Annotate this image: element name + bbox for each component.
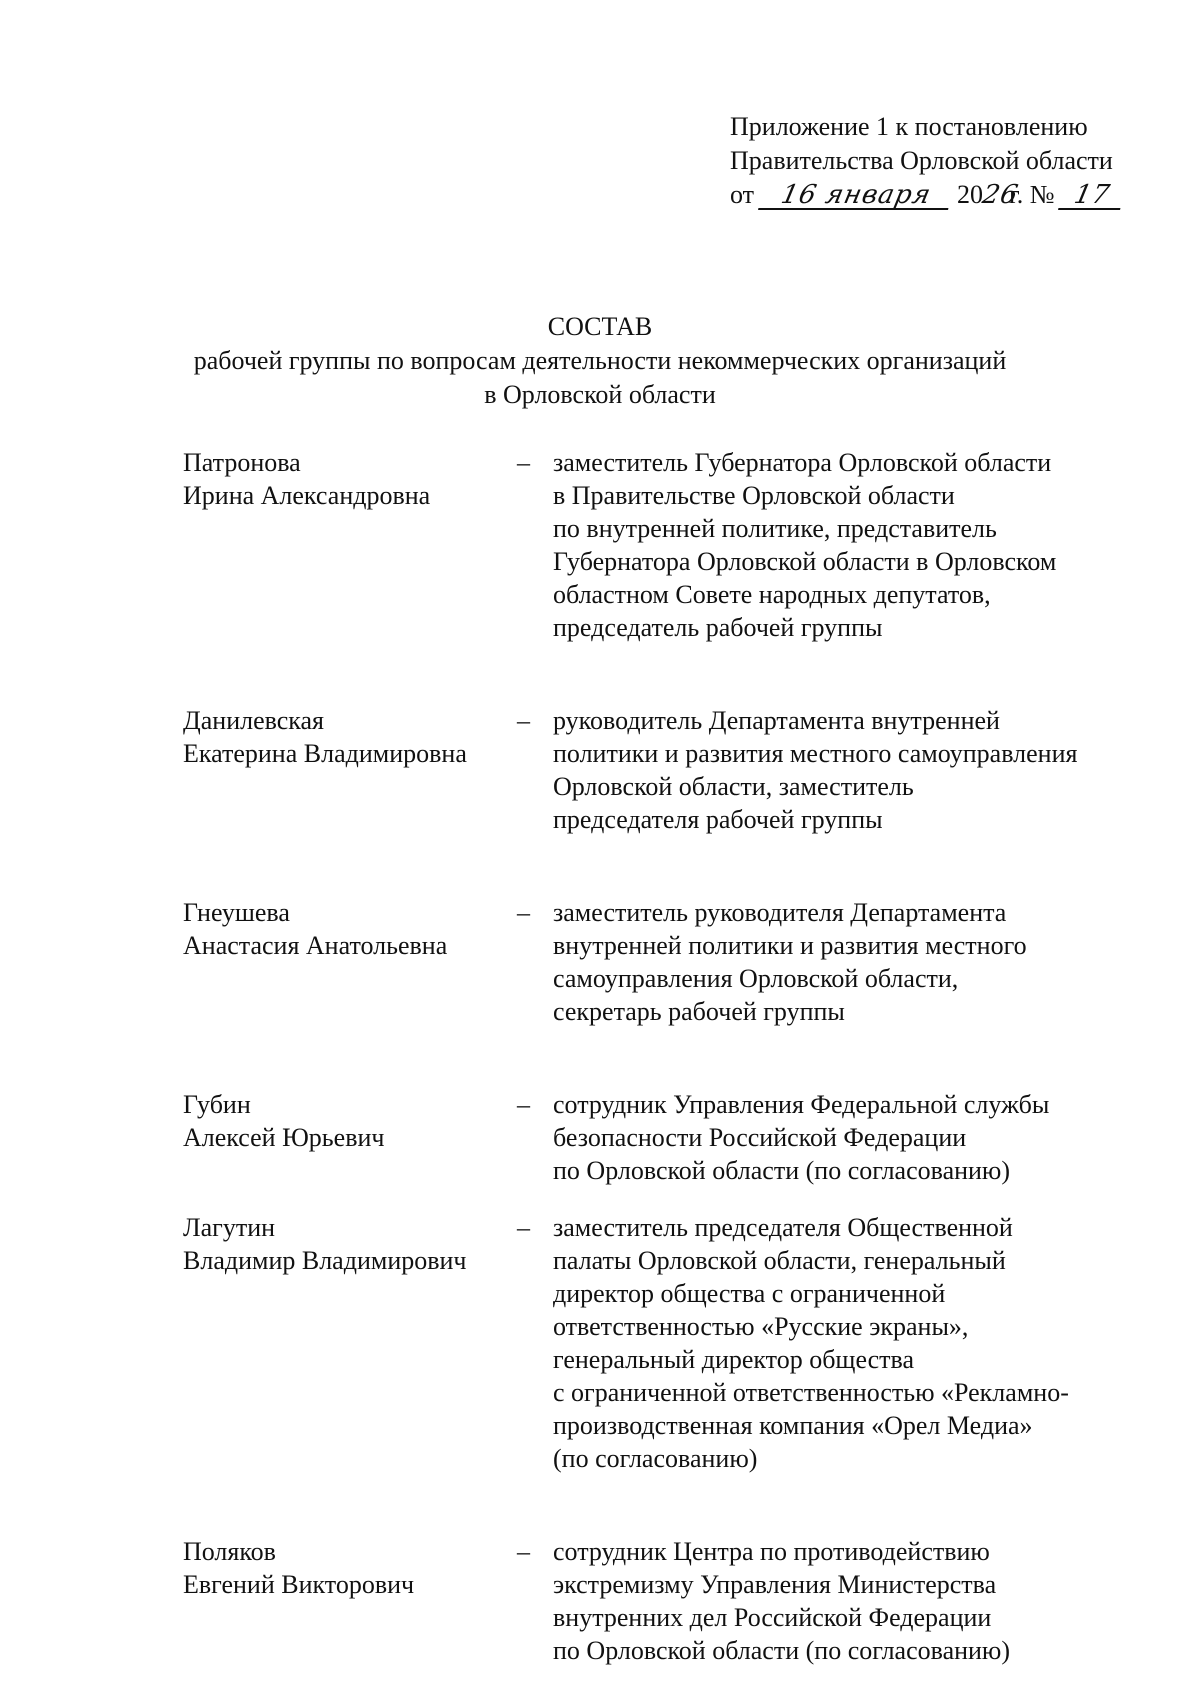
member-name xyxy=(183,1535,517,1601)
member-description-line: директор общества с ограниченной xyxy=(553,1279,946,1308)
member-description-line: по Орловской области (по согласованию) xyxy=(553,1156,1011,1185)
member-description-line: заместитель Губернатора Орловской области xyxy=(553,448,1052,477)
document-title xyxy=(100,310,1100,412)
member-given-name: Анастасия Анатольевна xyxy=(183,931,448,960)
members-list xyxy=(183,446,1153,1667)
appendix-line-2: Правительства Орловской области xyxy=(730,146,1113,175)
member-description xyxy=(553,1535,1153,1667)
member-description-line: сотрудник Центра по противодействию xyxy=(553,1537,990,1566)
year-prefix: 20 xyxy=(957,180,984,209)
member-description-line: по Орловской области (по согласованию) xyxy=(553,1636,1011,1665)
member-description-line: (по согласованию) xyxy=(553,1444,758,1473)
member-entry xyxy=(183,1211,1153,1475)
member-description-line: безопасности Российской Федерации xyxy=(553,1123,967,1152)
member-surname: Патронова xyxy=(183,448,301,477)
member-description-line: заместитель председателя Общественной xyxy=(553,1213,1013,1242)
member-name xyxy=(183,1088,517,1154)
member-description xyxy=(553,1088,1153,1187)
appendix-line-1: Приложение 1 к постановлению xyxy=(730,112,1088,141)
member-given-name: Владимир Владимирович xyxy=(183,1246,467,1275)
member-name xyxy=(183,446,517,512)
member-dash: – xyxy=(517,898,530,927)
title-heading: СОСТАВ xyxy=(547,312,653,341)
member-description-line: самоуправления Орловской области, xyxy=(553,964,959,993)
handwritten-year: 26 xyxy=(979,180,1022,210)
member-description-line: внутренних дел Российской Федерации xyxy=(553,1603,992,1632)
title-line-2: рабочей группы по вопросам деятельности некоммерческих организаций xyxy=(193,346,1007,375)
member-given-name: Евгений Викторович xyxy=(183,1570,415,1599)
member-name xyxy=(183,896,517,962)
handwritten-number: 17 xyxy=(1058,182,1126,210)
member-dash: – xyxy=(517,448,530,477)
member-description-line: Губернатора Орловской области в Орловском xyxy=(553,547,1057,576)
date-prefix: от xyxy=(730,180,755,209)
member-description-line: секретарь рабочей группы xyxy=(553,997,845,1026)
member-given-name: Ирина Александровна xyxy=(183,481,431,510)
member-entry xyxy=(183,1535,1153,1667)
member-name xyxy=(183,704,517,770)
member-entry xyxy=(183,1088,1153,1187)
year-suffix: г. № xyxy=(1009,180,1055,209)
member-description-line: по внутренней политике, представитель xyxy=(553,514,997,543)
member-surname: Лагутин xyxy=(183,1213,276,1242)
member-description-line: генеральный директор общества xyxy=(553,1345,915,1374)
member-surname: Губин xyxy=(183,1090,251,1119)
member-surname: Гнеушева xyxy=(183,898,290,927)
member-description-line: в Правительстве Орловской области xyxy=(553,481,955,510)
member-description-line: сотрудник Управления Федеральной службы xyxy=(553,1090,1050,1119)
member-description-line: экстремизму Управления Министерства xyxy=(553,1570,997,1599)
member-entry xyxy=(183,704,1153,836)
member-dash: – xyxy=(517,1537,530,1566)
member-description-line: заместитель руководителя Департамента xyxy=(553,898,1007,927)
member-description-line: политики и развития местного самоуправления xyxy=(553,739,1078,768)
member-description-line: областном Совете народных депутатов, xyxy=(553,580,991,609)
member-description-line: с ограниченной ответственностью «Рекламно- xyxy=(553,1378,1069,1407)
member-given-name: Алексей Юрьевич xyxy=(183,1123,385,1152)
member-surname: Данилевская xyxy=(183,706,325,735)
member-description-line: руководитель Департамента внутренней xyxy=(553,706,1000,735)
handwritten-date: 16 января xyxy=(758,182,954,210)
member-description xyxy=(553,1211,1153,1475)
member-description-line: палаты Орловской области, генеральный xyxy=(553,1246,1006,1275)
member-description-line: председателя рабочей группы xyxy=(553,805,883,834)
member-description-line: производственная компания «Орел Медиа» xyxy=(553,1411,1033,1440)
member-description xyxy=(553,896,1153,1028)
member-description-line: председатель рабочей группы xyxy=(553,613,883,642)
member-entry xyxy=(183,896,1153,1028)
appendix-date-line xyxy=(730,178,1170,212)
member-dash: – xyxy=(517,1090,530,1119)
member-description-line: ответственностью «Русские экраны», xyxy=(553,1312,969,1341)
member-entry xyxy=(183,446,1153,644)
member-description xyxy=(553,704,1153,836)
appendix-header xyxy=(730,110,1170,212)
member-given-name: Екатерина Владимировна xyxy=(183,739,467,768)
member-name xyxy=(183,1211,517,1277)
member-description xyxy=(553,446,1153,644)
title-line-3: в Орловской области xyxy=(484,380,716,409)
member-description-line: Орловской области, заместитель xyxy=(553,772,914,801)
member-dash: – xyxy=(517,1213,530,1242)
member-surname: Поляков xyxy=(183,1537,276,1566)
member-description-line: внутренней политики и развития местного xyxy=(553,931,1027,960)
member-dash: – xyxy=(517,706,530,735)
